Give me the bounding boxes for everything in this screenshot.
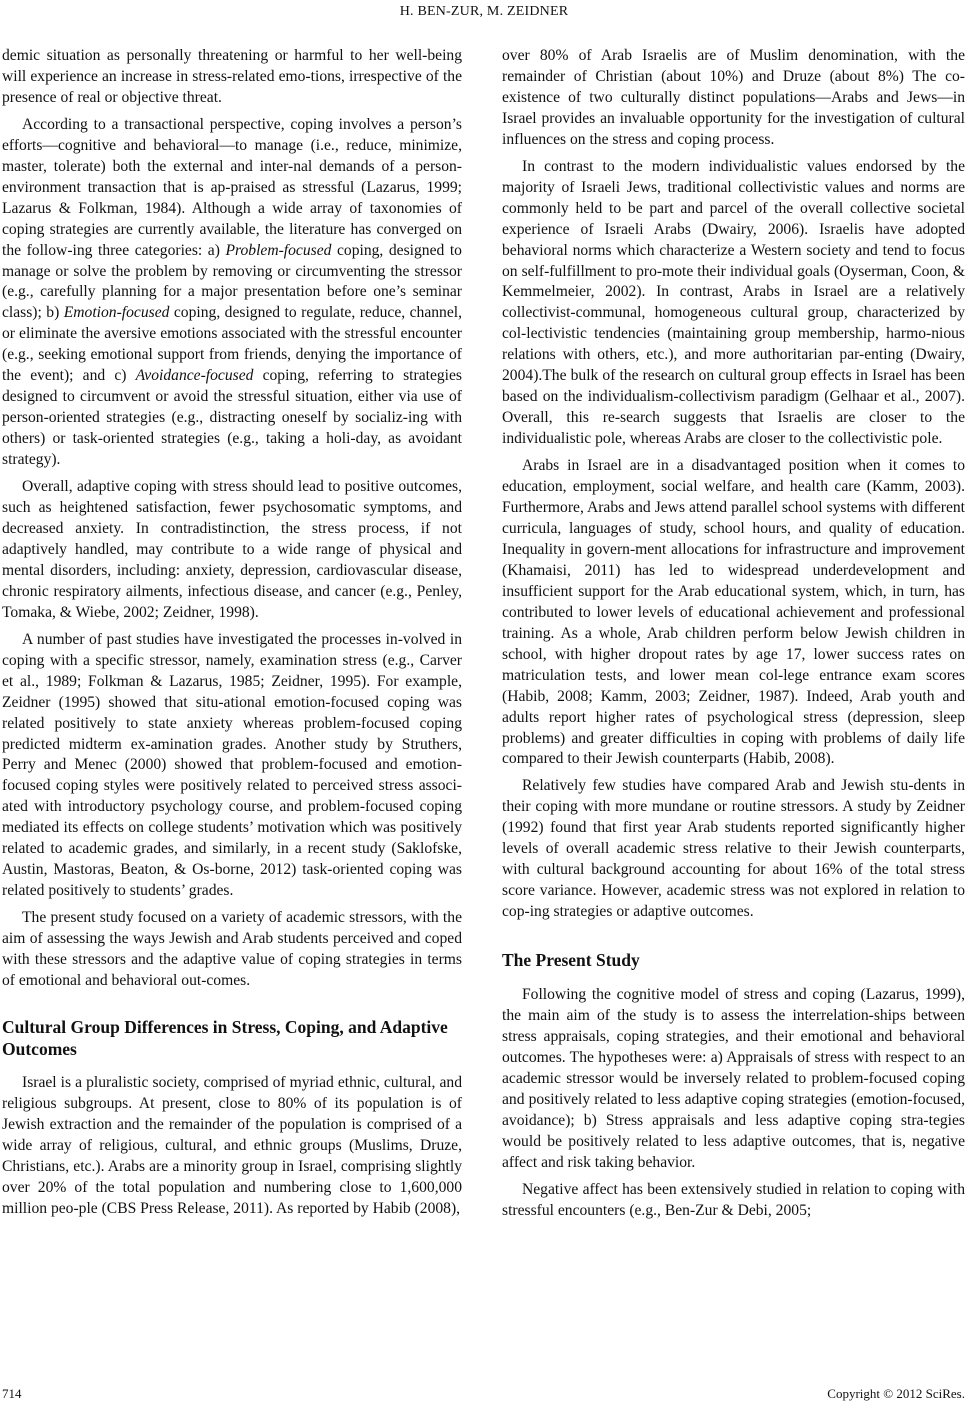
- right-paragraph-3: Arabs in Israel are in a disadvantaged position when it comes to education, employment, social welfare, and health care (Kamm, 2003). Furthermore, Arabs and Jews attend parallel school systems with different curricula, languages of study, school hours, and quality of education. Inequality in govern-ment allocations for infrastructure and improvement (Khamaisi, 2011) has led to widespread underdevelopment and insufficient support for the Arab educational system, which, in turn, has contributed to lower levels of educational achievement and professional training. As a whole, Arab children perform below Jewish children in school, with higher dropout rates by age 17, lower success rates on matriculation tests, and lower mean col-lege entrance exam scores (Habib, 2008; Kamm, 2003; Zeidner, 1987). Indeed, Arab youth and adults report higher rates of psychological stress (depression, sleep problems) and greater difficulties in coping with problems of daily life compared to their Jewish counterparts (Habib, 2008).: [502, 457, 965, 768]
- right-paragraph-2: In contrast to the modern individualistic values endorsed by the majority of Israeli Jews, traditional collectivistic values and norms are commonly held to be part and parcel of the overall collective societal experience of Israeli Arabs (Dwairy, 2006). Israelis have adopted behavioral norms which characterize a Western society and tend to focus on self-fulfillment to pro-mote their individual goals (Oyserman, Coon, & Kemmelmeier, 2002). In contrast, Arabs in Israel are a relatively collectivist-communal, homogeneous cultural group, characterized by col-lectivistic tendencies (maintaining group membership, harmo-nious relations with others, etc.), and more authoritarian par-enting (Dwairy, 2004).The bulk of the research on cultural group effects in Israel has been based on the individualism-collectivism paradigm (Gelhaar et al., 2007). Overall, this re-search suggests that Israelis are closer to the individualistic pole, whereas Arabs are closer to the collectivistic pole.: [502, 157, 965, 448]
- left-paragraph-5: The present study focused on a variety of academic stressors, with the aim of assessing the ways Jewish and Arab students perceived and coped with these stressors and the adaptive value of coping strategies in terms of emotional and behavioral out-comes.: [2, 909, 462, 989]
- left-paragraph-2: [2, 115, 462, 471]
- left-paragraph-6: Israel is a pluralistic society, comprised of myriad ethnic, cultural, and religious subgroups. At present, close to 80% of its population is of Jewish extraction and the remainder of the population is comprised of a wide array of religious, cultural, and ethnic groups (Muslims, Druze, Christians, etc.). Arabs are a minority group in Israel, comprising slightly over 20% of the total population and numbering close to 1,600,000 million peo-ple (CBS Press Release, 2011). As reported by Habib (2008),: [2, 1073, 462, 1217]
- right-paragraph-4: Relatively few studies have compared Arab and Jewish stu-dents in their coping with more mundane or routine stressors. A study by Zeidner (1992) found that first year Arab students reported significantly higher levels of overall academic stress relative to their Jewish counterparts, with cultural background accounting for about 16% of the total stress score variance. However, academic stress was not explored in relation to cop-ing strategies or adaptive outcomes.: [502, 777, 965, 921]
- left-paragraph-1: demic situation as personally threatening or harmful to her well-being will experience an increase in stress-related emo-tions, irrespective of the presence of real or objective threat.: [2, 47, 462, 106]
- text-run: coping, referring to strategies designed to circumvent or avoid the stressful situation, either via use of person-oriented strategies (e.g., distracting oneself by socializ-ing with others) or task-oriented strategies (e.g., taking a holi-day, as avoidant strategy).: [2, 367, 462, 469]
- left-paragraph-4: A number of past studies have investigated the processes in-volved in coping with a specific stressor, namely, examination stress (e.g., Carver et al., 1989; Folkman & Lazarus, 1985; Zeidner, 1995). For example, Zeidner (1995) showed that situ-ational emotion-focused coping was related positively to state anxiety whereas problem-focused coping predicted midterm ex-amination grades. Another study by Struthers, Perry and Menec (2000) showed that problem-focused and emotion-focused coping styles were positively related to perceived stress associ-ated with introductory psychology course, and problem-focused coping mediated its effects on college students’ motivation which was positively related to academic grades, and similarly, in a recent study (Saklofske, Austin, Mastoras, Beaton, & Os-borne, 2012) task-oriented coping was related positively to students’ grades.: [2, 630, 462, 900]
- emphasis-avoidance-focused: Avoidance-focused: [135, 367, 254, 385]
- right-paragraph-1: over 80% of Arab Israelis are of Muslim denomination, with the remainder of Christian (about 10%) and Druze (about 8%) The co-existence of two culturally distinct populations—Arabs and Jews—in Israel provides an invaluable opportunity for the investigation of cultural influences on the stress and coping process.: [502, 47, 965, 148]
- text-run: coping, designed to regulate, reduce, channel, or eliminate the aversive emotions associated with the stressful encounter (e.g., seeking emotional support from friends, denying the importance of the event); and c): [2, 304, 462, 385]
- right-paragraph-5: Following the cognitive model of stress and coping (Lazarus, 1999), the main aim of the study is to assess the interrelation-ships between stress appraisals, coping strategies, and their emotional and behavioral outcomes. The hypotheses were: a) Appraisals of stress with respect to an academic stressor would be inversely related to problem-focused coping and positively related to less adaptive coping strategies (emotion-focused, avoidance); b) Stress appraisals and less adaptive coping stra-tegies would be positively related to less adaptive outcomes, that is, negative affect and risk taking behavior.: [502, 986, 965, 1171]
- section-heading-cultural-differences: Cultural Group Differences in Stress, Coping, and Adaptive Outcomes: [2, 1016, 448, 1059]
- emphasis-emotion-focused: Emotion-focused: [63, 304, 170, 322]
- text-run: According to a transactional perspective, coping involves a person’s efforts—cognitive and behavioral—to manage (i.e., reduce, minimize, master, tolerate) both the external and inter-nal demands of a person-environment transaction that is ap-praised as stressful (Lazarus, 1999; Lazarus & Folkman, 1984). Although a wide array of taxonomies of coping strategies are currently available, the literature has converged on the follow-ing three categories: a): [2, 115, 462, 259]
- section-heading-present-study: The Present Study: [502, 950, 640, 971]
- running-head: H. BEN-ZUR, M. ZEIDNER: [399, 4, 569, 19]
- right-column: [502, 46, 965, 1228]
- page-number: 714: [2, 1386, 22, 1401]
- text-run: coping, designed to manage or solve the problem by removing or circumventing the stressor (e.g., carefully planning for a major presentation before one’s seminar class); b): [2, 241, 462, 322]
- emphasis-problem-focused: Problem-focused: [225, 241, 332, 259]
- copyright-notice: Copyright © 2012 SciRes.: [827, 1386, 965, 1401]
- right-paragraph-6: Negative affect has been extensively studied in relation to coping with stressful encounters (e.g., Ben-Zur & Debi, 2005;: [502, 1180, 965, 1219]
- left-column: [2, 46, 462, 1226]
- left-paragraph-3: Overall, adaptive coping with stress should lead to positive outcomes, such as heightened satisfaction, fewer psychosomatic symptoms, and decreased anxiety. In contradistinction, the stress process, if not adaptively handled, may contribute to a wide range of physical and mental disorders, including: anxiety, depression, cardiovascular disease, chronic respiratory ailments, infectious disease, and cancer (e.g., Penley, Tomaka, & Wiebe, 2002; Zeidner, 1998).: [2, 478, 462, 621]
